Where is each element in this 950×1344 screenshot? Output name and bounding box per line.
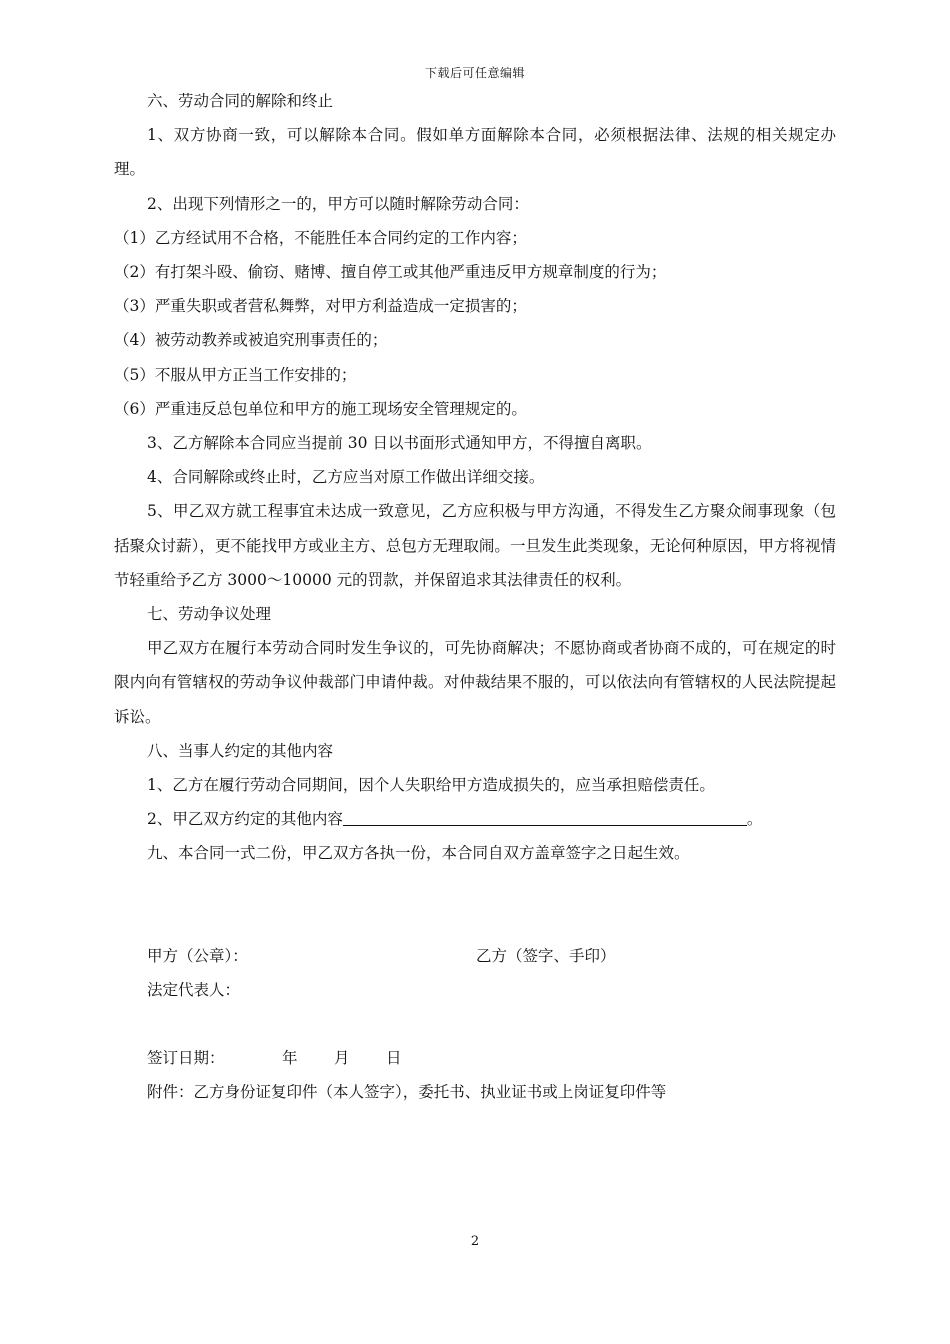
section-6-item-5: 5、甲乙双方就工程事宜未达成一致意见，乙方应积极与甲方沟通，不得发生乙方聚众闹事现象（包括聚众讨薪），更不能找甲方或业主方、总包方无理取闹。一旦发生此类现象，无论何种原因，甲方将视情节轻重给予乙方 3000～10000 元的罚款，并保留追求其法律责任的权利。 bbox=[114, 502, 836, 589]
section-8-title: 八、当事人约定的其他内容 bbox=[147, 741, 334, 760]
other-terms-blank bbox=[343, 810, 747, 826]
termination-condition-4: （4）被劳动教养或被追究刑事责任的； bbox=[114, 331, 388, 350]
page-header: 下载后可任意编辑 bbox=[424, 66, 525, 80]
document-body bbox=[114, 84, 836, 1109]
signature-row bbox=[114, 939, 836, 973]
date-year-label: 年 bbox=[282, 1049, 298, 1068]
section-8-item-1: 1、乙方在履行劳动合同期间，因个人失职给甲方造成损失的，应当承担赔偿责任。 bbox=[147, 776, 715, 795]
section-6-item-4: 4、合同解除或终止时，乙方应当对原工作做出详细交接。 bbox=[147, 468, 545, 487]
section-9-text: 九、本合同一式二份，甲乙双方各执一份，本合同自双方盖章签字之日起生效。 bbox=[147, 844, 690, 863]
termination-condition-1: （1）乙方经试用不合格，不能胜任本合同约定的工作内容； bbox=[114, 228, 527, 247]
signing-date-label: 签订日期： bbox=[147, 1049, 225, 1068]
section-6-item-1: 1、双方协商一致，可以解除本合同。假如单方面解除本合同，必须根据法律、法规的相关规定办理。 bbox=[114, 126, 836, 179]
section-7-body: 甲乙双方在履行本劳动合同时发生争议的，可先协商解决；不愿协商或者协商不成的，可在规定的时限内向有管辖权的劳动争议仲裁部门申请仲裁。对仲裁结果不服的，可以依法向有管辖权的人民法院提起诉讼。 bbox=[114, 639, 836, 726]
spacer bbox=[114, 871, 836, 939]
section-7-title: 七、劳动争议处理 bbox=[147, 605, 272, 624]
termination-condition-5: （5）不服从甲方正当工作安排的； bbox=[114, 365, 357, 384]
legal-representative-label: 法定代表人： bbox=[147, 980, 241, 999]
date-day-label: 日 bbox=[386, 1049, 402, 1068]
date-month-label: 月 bbox=[334, 1049, 350, 1068]
attachment-note: 附件：乙方身份证复印件（本人签字），委托书、执业证书或上岗证复印件等 bbox=[147, 1083, 667, 1102]
page-number: 2 bbox=[470, 1234, 480, 1249]
spacer bbox=[114, 1007, 836, 1041]
section-8-item-2-end: 。 bbox=[746, 810, 763, 829]
section-6-item-2: 2、出现下列情形之一的，甲方可以随时解除劳动合同： bbox=[147, 194, 529, 213]
party-b-label: 乙方（签字、手印） bbox=[476, 946, 616, 965]
termination-condition-2: （2）有打架斗殴、偷窃、赌博、擅自停工或其他严重违反甲方规章制度的行为； bbox=[114, 263, 667, 282]
termination-condition-3: （3）严重失职或者营私舞弊，对甲方利益造成一定损害的； bbox=[114, 297, 527, 316]
section-8-item-2 bbox=[114, 802, 836, 836]
party-a-label: 甲方（公章）： bbox=[147, 946, 248, 965]
signing-date-row bbox=[114, 1041, 836, 1075]
section-8-item-2-label: 2、甲乙双方约定的其他内容 bbox=[147, 810, 343, 829]
section-6-title: 六、劳动合同的解除和终止 bbox=[147, 92, 334, 110]
section-6-item-3: 3、乙方解除本合同应当提前 30 日以书面形式通知甲方，不得擅自离职。 bbox=[147, 434, 652, 453]
termination-condition-6: （6）严重违反总包单位和甲方的施工现场安全管理规定的。 bbox=[114, 399, 527, 418]
